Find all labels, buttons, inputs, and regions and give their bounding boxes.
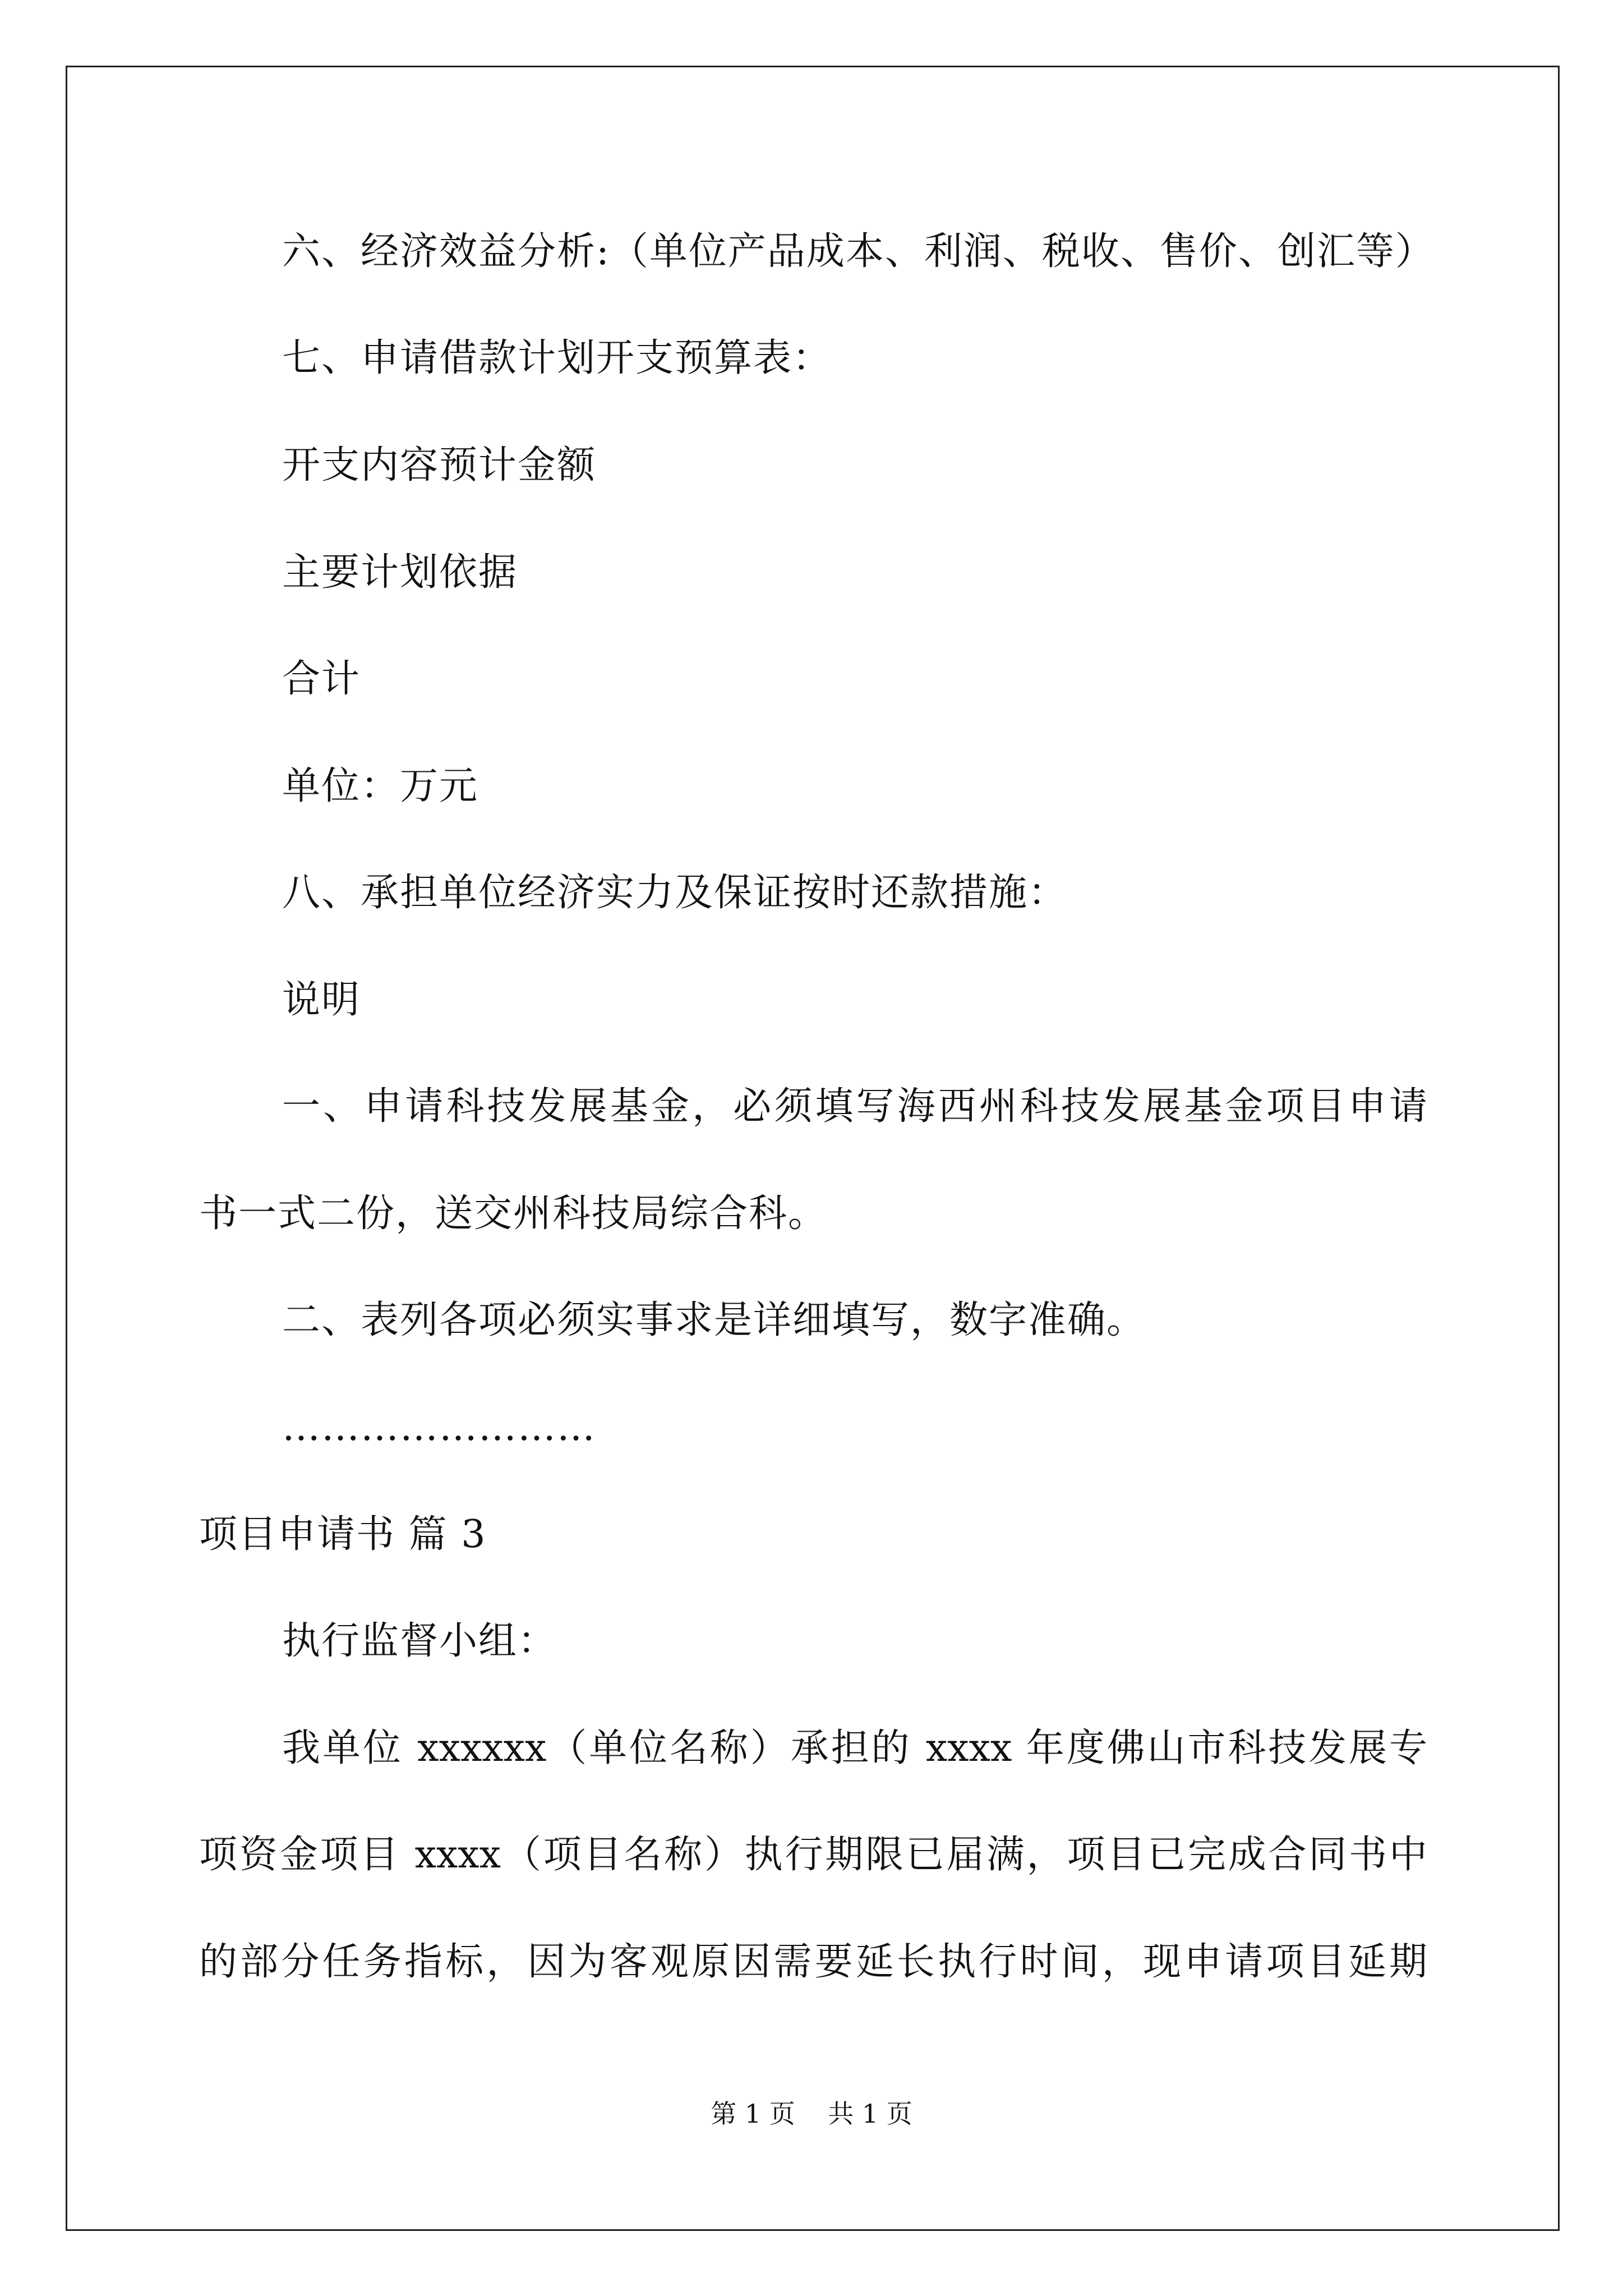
section-six-heading: 六、经济效益分析:（单位产品成本、利润、税收、售价、创汇等） xyxy=(282,229,1435,274)
section-seven-heading: 七、申请借款计划开支预算表： xyxy=(282,336,832,380)
note-one-line-1: 一、申请科技发展基金，必须填写海西州科技发展基金项目申请 xyxy=(282,1084,1427,1129)
page-border xyxy=(66,66,1560,2231)
body-paragraph-line-3: 的部分任务指标，因为客观原因需要延长执行时间，现申请项目延期 xyxy=(199,1940,1427,1984)
notes-heading: 说明 xyxy=(282,978,361,1022)
budget-unit-label: 单位：万元 xyxy=(282,764,479,808)
ellipsis-separator: …………………… xyxy=(282,1405,596,1450)
section-eight-heading: 八、承担单位经济实力及保证按时还款措施： xyxy=(282,871,1068,915)
page-footer: 第 1 页 共 1 页 xyxy=(711,2099,912,2129)
note-two: 二、表列各项必须实事求是详细填写，数字准确。 xyxy=(282,1298,1146,1342)
body-paragraph-line-2: 项资金项目 xxxx（项目名称）执行期限已届满，项目已完成合同书中 xyxy=(199,1833,1428,1877)
body-paragraph-line-1: 我单位 xxxxxx（单位名称）承担的 xxxx 年度佛山市科技发展专 xyxy=(282,1726,1427,1770)
note-one-line-2: 书一式二份，送交州科技局综合科。 xyxy=(199,1191,828,1236)
budget-basis-label: 主要计划依据 xyxy=(282,550,518,595)
salutation: 执行监督小组： xyxy=(282,1619,557,1663)
budget-total-label: 合计 xyxy=(282,657,361,701)
section-title: 项目申请书 篇 3 xyxy=(199,1512,487,1557)
budget-table-header: 开支内容预计金额 xyxy=(282,443,597,487)
